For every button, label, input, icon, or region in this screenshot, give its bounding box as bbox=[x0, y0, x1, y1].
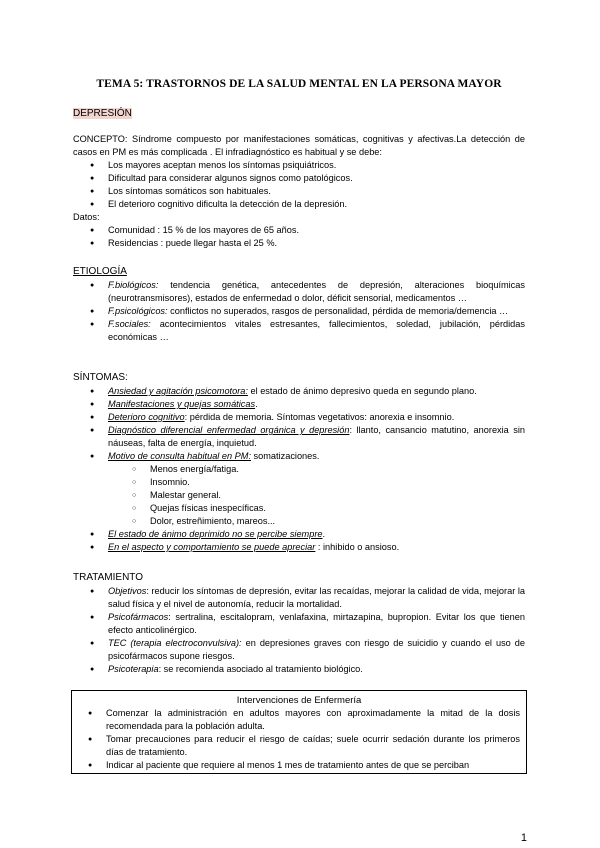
list-item bbox=[90, 279, 525, 305]
datos-list bbox=[90, 224, 525, 250]
item-text: . bbox=[322, 529, 326, 539]
list-item: ● Comunidad : 15 % de los mayores de 65 años. bbox=[90, 224, 525, 237]
etiologia-list bbox=[90, 279, 525, 344]
section-heading-tratamiento: TRATAMIENTO bbox=[73, 572, 143, 583]
item-text: : sertralina, escitalopram, venlafaxina, mirtazapina, bupropion. Evitar los que tienen efecto anticolinérgico. bbox=[108, 612, 525, 635]
item-label: Psicoterapia bbox=[108, 664, 159, 674]
list-item bbox=[90, 585, 525, 611]
item-label: Psicofármacos bbox=[108, 612, 169, 622]
item-text: : llanto, cansancio matutino, anorexia sin náuseas, falta de energía, inquietud. bbox=[108, 425, 526, 448]
enfermeria-box bbox=[71, 690, 527, 774]
list-item: ● Los mayores aceptan menos los síntomas psiquiátricos. bbox=[90, 159, 525, 172]
page-number: 1 bbox=[520, 832, 527, 844]
item-text: acontecimientos vitales estresantes, fallecimientos, soledad, jubilación, pérdidas económicas … bbox=[108, 319, 525, 342]
sintomas-list bbox=[90, 385, 525, 554]
list-item bbox=[90, 318, 525, 344]
item-label: F.sociales: bbox=[108, 319, 151, 329]
item-text: : reducir los síntomas de depresión, evitar las recaídas, mejorar la calidad de vida, mejorar la salud física y el nivel de autonomía, reducir la mortalidad. bbox=[108, 586, 525, 609]
item-text: en depresiones graves con riesgo de suicidio y cuando el uso de psicofármacos supone riesgos. bbox=[108, 638, 525, 661]
concepto-paragraph: CONCEPTO: Síndrome compuesto por manifestaciones somáticas, cognitivas y afectivas.La detección de casos en PM es más complicada . El infradiagnóstico es habitual y se debe: bbox=[73, 134, 525, 157]
item-label: Objetivos bbox=[108, 586, 147, 596]
item-label: Deterioro cognitivo bbox=[108, 412, 185, 422]
item-label: Ansiedad y agitación psicomotora: bbox=[108, 386, 248, 396]
list-item bbox=[90, 611, 525, 637]
list-item: ● Tomar precauciones para reducir el riesgo de caídas; suele ocurrir sedación durante los primeros días de tratamiento. bbox=[88, 733, 520, 759]
list-item: ● Comenzar la administración en adultos mayores con aproximadamente la mitad de la dosis recomendada para la población adulta. bbox=[88, 707, 520, 733]
list-item bbox=[90, 541, 525, 554]
item-label: Manifestaciones y quejas somáticas bbox=[108, 399, 256, 409]
list-item bbox=[90, 424, 525, 450]
list-item bbox=[90, 528, 525, 541]
sublist-item: ○ Malestar general. bbox=[132, 489, 525, 502]
list-item bbox=[90, 663, 525, 676]
item-text: : se recomienda asociado al tratamiento biológico. bbox=[158, 664, 363, 674]
item-label: F.psicológicos: bbox=[108, 306, 168, 316]
somatizaciones-sublist bbox=[108, 463, 525, 528]
sublist-item: ○ Quejas físicas inespecíficas. bbox=[132, 502, 525, 515]
list-item bbox=[90, 411, 525, 424]
item-label: En el aspecto y comportamiento se puede apreciar bbox=[108, 542, 316, 552]
item-text: : inhibido o ansioso. bbox=[315, 542, 400, 552]
item-label: TEC (terapia electroconvulsiva): bbox=[108, 638, 242, 648]
item-label: Diagnóstico diferencial enfermedad orgánica y depresión bbox=[108, 425, 350, 435]
list-item: ● Los síntomas somáticos son habituales. bbox=[90, 185, 525, 198]
item-label: El estado de ánimo deprimido no se percibe siempre bbox=[108, 529, 323, 539]
list-item bbox=[90, 637, 525, 663]
item-text: el estado de ánimo depresivo queda en segundo plano. bbox=[247, 386, 477, 396]
enfermeria-box-title: Intervenciones de Enfermería bbox=[236, 695, 362, 706]
section-heading-depresion: DEPRESIÓN bbox=[73, 108, 132, 119]
datos-label: Datos: bbox=[73, 212, 100, 222]
list-item bbox=[90, 385, 525, 398]
item-text: somatizaciones. bbox=[251, 451, 320, 461]
section-heading-etiologia: ETIOLOGÍA bbox=[73, 266, 127, 277]
list-item: ● El deterioro cognitivo dificulta la detección de la depresión. bbox=[90, 198, 525, 211]
enfermeria-list bbox=[88, 707, 520, 772]
item-label: Motivo de consulta habitual en PM: bbox=[108, 451, 251, 461]
item-text: tendencia genética, antecedentes de depresión, alteraciones bioquímicas (neurotransmisores), estados de enfermedad o dolor, déficit sensorial, medicamentos … bbox=[108, 280, 525, 303]
causas-list bbox=[90, 159, 525, 211]
list-item bbox=[90, 305, 525, 318]
sublist-item: ○ Insomnio. bbox=[132, 476, 525, 489]
list-item bbox=[90, 398, 525, 411]
document-title: TEMA 5: TRASTORNOS DE LA SALUD MENTAL EN LA PERSONA MAYOR bbox=[96, 78, 502, 90]
tratamiento-list bbox=[90, 585, 525, 676]
item-text: conflictos no superados, rasgos de personalidad, pérdida de memoria/demencia … bbox=[167, 306, 509, 316]
list-item bbox=[90, 450, 525, 528]
section-heading-sintomas: SÍNTOMAS: bbox=[73, 372, 128, 383]
item-text: : pérdida de memoria. Síntomas vegetativos: anorexia e insomnio. bbox=[184, 412, 455, 422]
list-item: ● Residencias : puede llegar hasta el 25 %. bbox=[90, 237, 525, 250]
sublist-item: ○ Dolor, estreñimiento, mareos... bbox=[132, 515, 525, 528]
sublist-item: ○ Menos energía/fatiga. bbox=[132, 463, 525, 476]
item-label: F.biológicos: bbox=[108, 280, 159, 290]
item-text: . bbox=[255, 399, 258, 409]
list-item: ● Dificultad para considerar algunos signos como patológicos. bbox=[90, 172, 525, 185]
list-item: ● Indicar al paciente que requiere al menos 1 mes de tratamiento antes de que se perciban bbox=[88, 759, 520, 772]
